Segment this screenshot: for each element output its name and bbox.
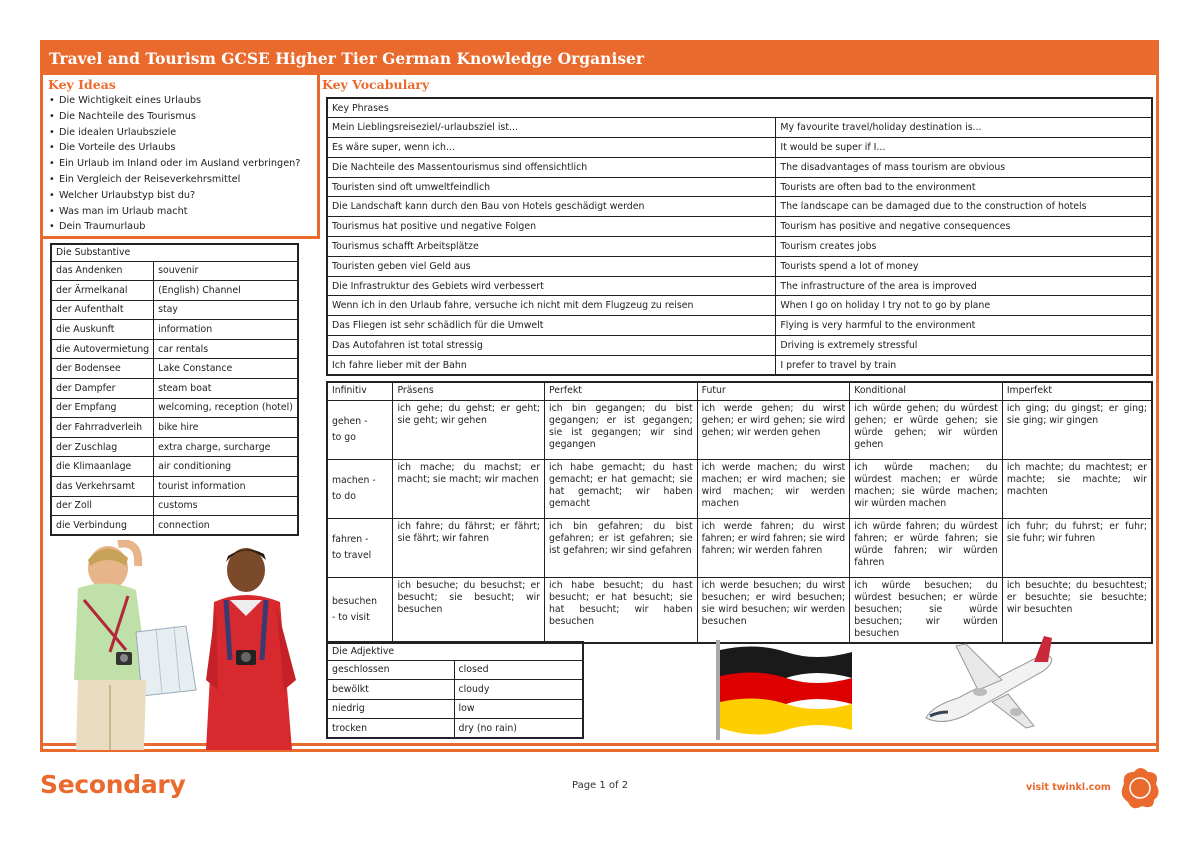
english-term: Tourism has positive and negative consequences [776, 217, 1152, 237]
table-row [327, 680, 583, 700]
german-term: bewölkt [327, 680, 454, 700]
table-row [51, 300, 298, 320]
key-idea-item [49, 204, 300, 220]
key-phrases-table [326, 97, 1153, 376]
german-term: Touristen geben viel Geld aus [327, 256, 776, 276]
german-term: Das Autofahren ist total stressig [327, 336, 776, 356]
conjugation-cell: ich ging; du gingst; er ging; sie ging; wir gingen [1002, 400, 1152, 459]
german-term: die Verbindung [51, 516, 154, 536]
key-idea-text: Ein Urlaub im Inland oder im Ausland verbringen? [59, 158, 301, 170]
infinitive-cell [327, 518, 393, 577]
conjugation-cell: ich würde fahren; du würdest fahren; er würde fahren; sie würde fahren; wir würden fahren [850, 518, 1003, 577]
english-term: extra charge, surcharge [154, 437, 298, 457]
table-row [51, 477, 298, 497]
english-term: Tourists spend a lot of money [776, 256, 1152, 276]
table-row [327, 177, 1152, 197]
english-term: stay [154, 300, 298, 320]
english-term: bike hire [154, 418, 298, 438]
english-term: Tourism creates jobs [776, 237, 1152, 257]
column-header: Präsens [393, 382, 545, 400]
german-flag-icon [716, 640, 856, 740]
english-term: cloudy [454, 680, 583, 700]
infinitive-english: to go [332, 431, 356, 443]
table-row [327, 316, 1152, 336]
english-term: tourist information [154, 477, 298, 497]
secondary-logo: Secondary [40, 770, 186, 799]
key-idea-item [49, 125, 300, 141]
german-term: der Aufenthalt [51, 300, 154, 320]
table-row [51, 339, 298, 359]
table-row [51, 320, 298, 340]
conjugation-cell: ich machte; du machtest; er machte; sie machte; wir machten [1002, 459, 1152, 518]
german-term: der Zoll [51, 496, 154, 516]
infinitive-english: - to visit [332, 611, 370, 623]
conjugation-cell: ich habe besucht; du hast besucht; er hat besucht; sie hat besucht; wir haben besuchen [545, 577, 698, 643]
german-term: Die Infrastruktur des Gebiets wird verbessert [327, 276, 776, 296]
german-term: der Bodensee [51, 359, 154, 379]
table-row [51, 261, 298, 281]
bullet-icon: • [49, 189, 55, 201]
key-vocabulary-heading: Key Vocabulary [322, 77, 430, 92]
german-term: Tourismus schafft Arbeitsplätze [327, 237, 776, 257]
key-ideas-heading: Key Ideas [48, 77, 116, 92]
key-idea-text: Die Wichtigkeit eines Urlaubs [59, 95, 202, 106]
conjugation-cell: ich fahre; du fährst; er fährt; sie fährt; wir fahren [393, 518, 545, 577]
column-header: Perfekt [545, 382, 698, 400]
infinitive-english: to do [332, 490, 356, 502]
key-ideas-list [49, 93, 300, 235]
column-header: Imperfekt [1002, 382, 1152, 400]
conjugation-cell: ich bin gefahren; du bist gefahren; er ist gefahren; sie ist gefahren; wir sind gefahren [545, 518, 698, 577]
tourists-illustration [66, 540, 326, 750]
table-row [327, 256, 1152, 276]
german-term: der Zuschlag [51, 437, 154, 457]
infinitive-german: machen - [332, 474, 376, 486]
conjugation-cell: ich gehe; du gehst; er geht; sie geht; wir gehen [393, 400, 545, 459]
english-term: steam boat [154, 379, 298, 399]
bullet-icon: • [49, 110, 55, 122]
table-row [51, 437, 298, 457]
german-term: der Dampfer [51, 379, 154, 399]
german-term: der Fahrradverleih [51, 418, 154, 438]
english-term: souvenir [154, 261, 298, 281]
infinitive-cell [327, 577, 393, 643]
verb-row [327, 400, 1152, 459]
key-idea-item [49, 188, 300, 204]
bullet-icon: • [49, 142, 55, 154]
conjugation-cell: ich fuhr; du fuhrst; er fuhr; sie fuhr; wir fuhren [1002, 518, 1152, 577]
german-term: Es wäre super, wenn ich... [327, 138, 776, 158]
english-term: Flying is very harmful to the environment [776, 316, 1152, 336]
page-number: Page 1 of 2 [572, 780, 629, 791]
infinitive-german: gehen - [332, 415, 368, 427]
english-term: connection [154, 516, 298, 536]
bullet-icon: • [49, 158, 55, 170]
table-row [51, 359, 298, 379]
german-term: das Andenken [51, 261, 154, 281]
table-row [327, 217, 1152, 237]
english-term: It would be super if I... [776, 138, 1152, 158]
divider-vertical [317, 75, 320, 238]
english-term: Lake Constance [154, 359, 298, 379]
english-term: low [454, 699, 583, 719]
german-term: Wenn ich in den Urlaub fahre, versuche ich nicht mit dem Flugzeug zu reisen [327, 296, 776, 316]
english-term: The infrastructure of the area is improved [776, 276, 1152, 296]
table-row [51, 379, 298, 399]
table-row [327, 197, 1152, 217]
divider-horizontal [43, 236, 320, 239]
english-term: My favourite travel/holiday destination is... [776, 118, 1152, 138]
key-idea-item [49, 156, 300, 172]
adjektive-table [326, 641, 584, 739]
table-row [51, 398, 298, 418]
table-row [327, 276, 1152, 296]
table-row [327, 336, 1152, 356]
english-term: dry (no rain) [454, 719, 583, 739]
substantive-heading: Die Substantive [51, 244, 298, 261]
german-term: trocken [327, 719, 454, 739]
german-term: Tourismus hat positive und negative Folgen [327, 217, 776, 237]
english-term: closed [454, 660, 583, 680]
adjektive-heading: Die Adjektive [327, 642, 583, 660]
key-idea-text: Dein Traumurlaub [59, 221, 146, 233]
english-term: welcoming, reception (hotel) [154, 398, 298, 418]
key-idea-item [49, 140, 300, 156]
infinitive-german: besuchen [332, 595, 377, 607]
english-term: air conditioning [154, 457, 298, 477]
verb-conjugation-table [326, 381, 1153, 644]
conjugation-cell: ich würde machen; du würdest machen; er würde machen; sie würde machen; wir würden machen [850, 459, 1003, 518]
conjugation-cell: ich würde besuchen; du würdest besuchen; er würde besuchen; sie würde besuchen; wir würden besuchen [850, 577, 1003, 643]
verb-row [327, 459, 1152, 518]
infinitive-english: to travel [332, 549, 372, 561]
infinitive-cell [327, 459, 393, 518]
table-row [327, 118, 1152, 138]
bullet-icon: • [49, 95, 55, 106]
english-term: The landscape can be damaged due to the construction of hotels [776, 197, 1152, 217]
key-idea-item [49, 93, 300, 109]
german-term: Die Landschaft kann durch den Bau von Hotels geschädigt werden [327, 197, 776, 217]
column-header: Futur [697, 382, 850, 400]
bullet-icon: • [49, 126, 55, 138]
table-row [327, 660, 583, 680]
english-term: The disadvantages of mass tourism are obvious [776, 157, 1152, 177]
verb-row [327, 518, 1152, 577]
english-term: Driving is extremely stressful [776, 336, 1152, 356]
table-row [327, 355, 1152, 375]
infinitive-german: fahren - [332, 533, 369, 545]
bullet-icon: • [49, 205, 55, 217]
german-term: die Klimaanlage [51, 457, 154, 477]
german-term: die Auskunft [51, 320, 154, 340]
conjugation-cell: ich bin gegangen; du bist gegangen; er ist gegangen; sie ist gegangen; wir sind gegangen [545, 400, 698, 459]
conjugation-cell: ich werde gehen; du wirst gehen; er wird gehen; sie wird gehen; wir werden gehen [697, 400, 850, 459]
key-idea-text: Die idealen Urlaubsziele [59, 126, 177, 138]
english-term: When I go on holiday I try not to go by plane [776, 296, 1152, 316]
airplane-icon [918, 632, 1058, 732]
conjugation-cell: ich werde machen; du wirst machen; er wird machen; sie wird machen; wir werden machen [697, 459, 850, 518]
key-idea-text: Welcher Urlaubstyp bist du? [59, 189, 196, 201]
page-title: Travel and Tourism GCSE Higher Tier German Knowledge Organiser [43, 43, 1156, 75]
table-row [327, 157, 1152, 177]
infinitive-cell [327, 400, 393, 459]
key-idea-text: Was man im Urlaub macht [59, 205, 188, 217]
table-row [51, 496, 298, 516]
conjugation-cell: ich mache; du machst; er macht; sie macht; wir machen [393, 459, 545, 518]
english-term: Tourists are often bad to the environment [776, 177, 1152, 197]
conjugation-cell: ich besuche; du besuchst; er besucht; sie besucht; wir besuchen [393, 577, 545, 643]
key-idea-text: Ein Vergleich der Reiseverkehrsmittel [59, 173, 241, 185]
key-idea-item [49, 219, 300, 235]
column-header: Infinitiv [327, 382, 393, 400]
table-row [51, 281, 298, 301]
german-term: der Empfang [51, 398, 154, 418]
german-term: Das Fliegen ist sehr schädlich für die Umwelt [327, 316, 776, 336]
table-row [327, 699, 583, 719]
table-row [327, 296, 1152, 316]
german-term: Mein Lieblingsreiseziel/-urlaubsziel ist... [327, 118, 776, 138]
table-row [51, 418, 298, 438]
english-term: car rentals [154, 339, 298, 359]
german-term: niedrig [327, 699, 454, 719]
conjugation-cell: ich besuchte; du besuchtest; er besuchte; sie besuchte; wir besuchten [1002, 577, 1152, 643]
quality-badge-icon [1118, 766, 1162, 812]
conjugation-cell: ich werde besuchen; du wirst besuchen; er wird besuchen; sie wird besuchen; wir werden besuchen [697, 577, 850, 643]
table-row [327, 138, 1152, 158]
table-row [51, 457, 298, 477]
table-row [51, 516, 298, 536]
german-term: Die Nachteile des Massentourismus sind offensichtlich [327, 157, 776, 177]
english-term: information [154, 320, 298, 340]
english-term: (English) Channel [154, 281, 298, 301]
conjugation-cell: ich habe gemacht; du hast gemacht; er hat gemacht; sie hat gemacht; wir haben gemacht [545, 459, 698, 518]
table-row [327, 719, 583, 739]
visit-link[interactable]: visit twinkl.com [1026, 782, 1111, 793]
german-term: Touristen sind oft umweltfeindlich [327, 177, 776, 197]
key-idea-item [49, 172, 300, 188]
bullet-icon: • [49, 173, 55, 185]
conjugation-cell: ich werde fahren; du wirst fahren; er wird fahren; sie wird fahren; wir werden fahren [697, 518, 850, 577]
german-term: der Ärmelkanal [51, 281, 154, 301]
german-term: geschlossen [327, 660, 454, 680]
bullet-icon: • [49, 221, 55, 233]
german-term: das Verkehrsamt [51, 477, 154, 497]
key-idea-item [49, 109, 300, 125]
table-row [327, 237, 1152, 257]
german-term: Ich fahre lieber mit der Bahn [327, 355, 776, 375]
key-idea-text: Die Nachteile des Tourismus [59, 110, 196, 122]
german-term: die Autovermietung [51, 339, 154, 359]
key-phrases-heading: Key Phrases [327, 98, 1152, 118]
substantive-table [50, 243, 299, 536]
english-term: I prefer to travel by train [776, 355, 1152, 375]
english-term: customs [154, 496, 298, 516]
conjugation-cell: ich würde gehen; du würdest gehen; er würde gehen; sie würde gehen; wir würden gehen [850, 400, 1003, 459]
column-header: Konditional [850, 382, 1003, 400]
key-idea-text: Die Vorteile des Urlaubs [59, 142, 176, 154]
